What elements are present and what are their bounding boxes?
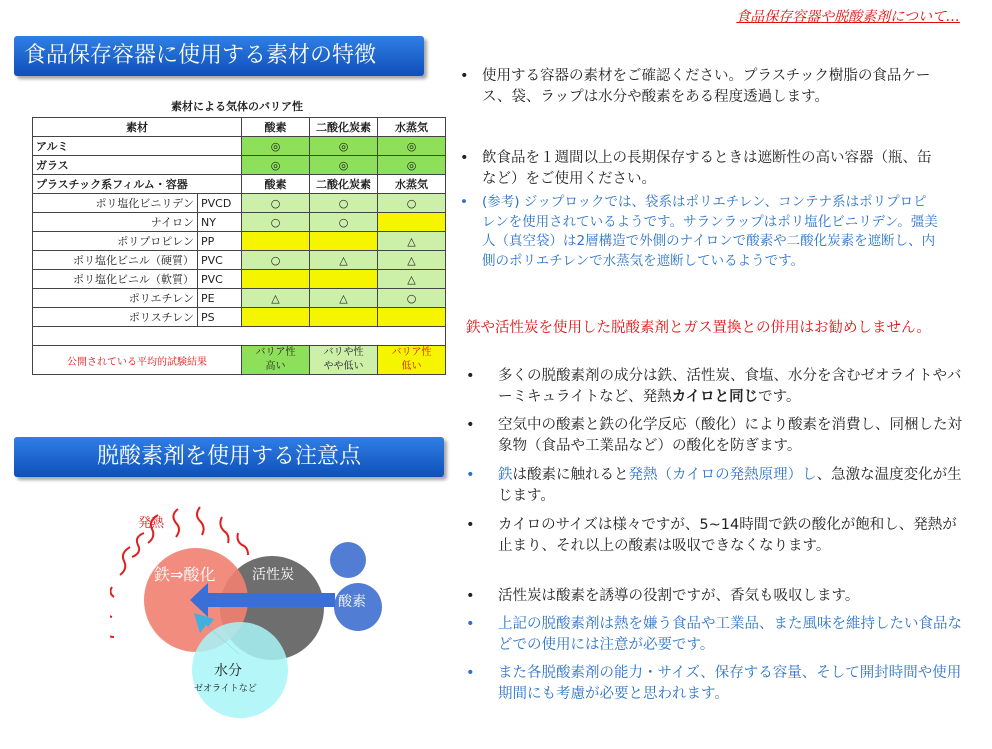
cell-vapor: △ <box>378 270 446 289</box>
barrier-table <box>32 117 446 375</box>
warning-text: 鉄や活性炭を使用した脱酸素剤とガス置換との併用はお勧めしません。 <box>466 320 931 336</box>
cell-co2: ◎ <box>310 137 378 156</box>
oxygen-label: 酸素 <box>338 594 366 610</box>
bullet-dot: • <box>460 150 469 166</box>
cell-oxygen <box>242 232 310 251</box>
bullet-text-part: は酸素に触れると <box>512 467 629 483</box>
bullet-dot: • <box>466 517 475 533</box>
bullet-dot: • <box>466 467 475 483</box>
legend-high <box>242 346 310 375</box>
list-item <box>460 66 940 108</box>
list-item <box>460 148 940 190</box>
zeolite-label: ゼオライトなど <box>194 684 257 694</box>
cell-vapor: △ <box>378 251 446 270</box>
bullet-dot: • <box>466 588 475 604</box>
row-name: ガラス <box>33 156 242 175</box>
row-name: ポリ塩化ビニル（硬質） <box>33 251 198 270</box>
oxygen-molecule-1 <box>330 542 366 578</box>
cell-oxygen <box>242 270 310 289</box>
row-code: PE <box>198 289 242 308</box>
cell-co2: △ <box>310 289 378 308</box>
list-item <box>466 515 962 557</box>
plastic-header-row <box>33 175 446 194</box>
list-item <box>466 614 962 656</box>
bullet-text: 活性炭は酸素を誘導の役割ですが、香気も吸収します。 <box>498 588 860 604</box>
table-row <box>33 213 446 232</box>
list-item <box>460 193 940 271</box>
table-caption: 素材による気体のバリア性 <box>171 100 303 113</box>
bullet-dot: • <box>460 68 469 84</box>
header-link[interactable]: 食品保存容器や脱酸素剤について… <box>736 9 960 25</box>
table-row <box>33 270 446 289</box>
iron-label: 鉄⇒酸化 <box>154 565 216 584</box>
row-code: PVC <box>198 251 242 270</box>
cell-co2: ◎ <box>310 156 378 175</box>
cell-vapor: ○ <box>378 194 446 213</box>
plastic-header-oxygen: 酸素 <box>242 175 310 194</box>
bullet-text-part: 、急激な温度変化が生じます。 <box>498 467 962 504</box>
table-row <box>33 137 446 156</box>
cell-oxygen: ◎ <box>242 156 310 175</box>
bullet-text <box>498 366 962 408</box>
row-name: ポリエチレン <box>33 289 198 308</box>
table-row <box>33 156 446 175</box>
legend-mid-line1: バリや性 <box>323 347 364 358</box>
cell-oxygen <box>242 308 310 327</box>
cell-co2: ○ <box>310 194 378 213</box>
row-code: PVCD <box>198 194 242 213</box>
legend-mid-line2: やや低い <box>323 361 364 372</box>
oxygen-absorber-diagram <box>110 505 410 745</box>
section-title-caution: 脱酸素剤を使用する注意点 <box>14 437 444 477</box>
legend-high-line2: 高い <box>265 361 286 372</box>
bullet-text-bold: カイロと同じ <box>671 389 759 405</box>
header-co2: 二酸化炭素 <box>310 118 378 137</box>
list-item <box>466 465 962 507</box>
row-name: ポリプロピレン <box>33 232 198 251</box>
cell-vapor: △ <box>378 232 446 251</box>
cell-oxygen: ◎ <box>242 137 310 156</box>
cell-oxygen: ○ <box>242 251 310 270</box>
row-code: PS <box>198 308 242 327</box>
list-item <box>466 663 962 705</box>
legend-low-line1: バリア性 <box>391 347 432 358</box>
row-code: NY <box>198 213 242 232</box>
heat-label: 発熱 <box>138 516 165 531</box>
section-title-materials: 食品保存容器に使用する素材の特徴 <box>14 36 424 76</box>
bullet-text-part: 多くの脱酸素剤の成分は鉄、活性炭、食塩、水分を含むゼオライトやバーミキュライトなど、発熱 <box>498 368 962 405</box>
result-legend-row <box>33 346 446 375</box>
bullet-dot: • <box>466 417 475 433</box>
legend-low <box>378 346 446 375</box>
plastic-header-label: プラスチック系フィルム・容器 <box>33 175 242 194</box>
cell-co2 <box>310 270 378 289</box>
row-code: PVC <box>198 270 242 289</box>
table-row <box>33 232 446 251</box>
row-name: アルミ <box>33 137 242 156</box>
legend-low-line2: 低い <box>401 361 422 372</box>
table-row <box>33 289 446 308</box>
header-vapor: 水蒸気 <box>378 118 446 137</box>
bullet-text: (参考) ジップロックでは、袋系はポリエチレン、コンテナ系はポリプロピレンを使用されているようです。サランラップはポリ塩化ビニリデン。彊美人（真空袋）は2層構造で外側のナイロンで酸素や二酸化炭素を遮断し、内側のポリエチレンで水蒸気を遮断しているようです。 <box>482 194 938 269</box>
row-name: ポリ塩化ビニリデン <box>33 194 198 213</box>
list-item <box>466 415 962 457</box>
cell-oxygen: ○ <box>242 213 310 232</box>
bullet-text-part: 鉄 <box>498 467 513 483</box>
bullet-text: また各脱酸素剤の能力・サイズ、保存する容量、そして開封時間や使用期間にも考慮が必要と思われます。 <box>498 665 962 702</box>
cell-co2: △ <box>310 251 378 270</box>
cell-co2: ○ <box>310 213 378 232</box>
cell-co2 <box>310 308 378 327</box>
result-label: 公開されている平均的試験結果 <box>33 346 242 375</box>
bullet-text: 空気中の酸素と鉄の化学反応（酸化）により酸素を消費し、同梱した対象物（食品や工業品など）の酸化を防ぎます。 <box>498 417 962 454</box>
bullet-text: カイロのサイズは様々ですが、5~14時間で鉄の酸化が飽和し、発熱が止まり、それ以上の酸素は吸収できなくなります。 <box>498 517 957 554</box>
cell-oxygen: ○ <box>242 194 310 213</box>
header-oxygen: 酸素 <box>242 118 310 137</box>
row-name: ポリスチレン <box>33 308 198 327</box>
cell-co2 <box>310 232 378 251</box>
carbon-label: 活性炭 <box>252 567 294 583</box>
legend-high-line1: バリア性 <box>255 347 296 358</box>
plastic-header-vapor: 水蒸気 <box>378 175 446 194</box>
bullet-text-part: 発熱（カイロの発熱原理）し <box>628 467 817 483</box>
cell-vapor: ◎ <box>378 156 446 175</box>
header-material: 素材 <box>33 118 242 137</box>
table-row <box>33 251 446 270</box>
table-row <box>33 194 446 213</box>
cell-vapor: ◎ <box>378 137 446 156</box>
cell-vapor <box>378 308 446 327</box>
bullet-dot: • <box>466 368 475 384</box>
cell-oxygen: △ <box>242 289 310 308</box>
table-row <box>33 308 446 327</box>
row-name: ナイロン <box>33 213 198 232</box>
bullet-text <box>498 465 962 507</box>
cell-vapor: ○ <box>378 289 446 308</box>
list-item <box>466 586 962 607</box>
plastic-header-co2: 二酸化炭素 <box>310 175 378 194</box>
bullet-text: 使用する容器の素材をご確認ください。プラスチック樹脂の食品ケース、袋、ラップは水分や酸素をある程度透過します。 <box>482 68 931 105</box>
row-code: PP <box>198 232 242 251</box>
table-header-row <box>33 118 446 137</box>
table-spacer <box>33 327 446 346</box>
row-name: ポリ塩化ビニル（軟質） <box>33 270 198 289</box>
list-item <box>466 366 962 408</box>
bullet-text-part: です。 <box>758 389 801 405</box>
bullet-text: 上記の脱酸素剤は熱を嫌う食品や工業品、また風味を維持したい食品などでの使用には注意が必要です。 <box>498 616 962 653</box>
legend-mid <box>310 346 378 375</box>
bullet-dot: • <box>466 665 475 681</box>
bullet-text: 飲食品を１週間以上の長期保存するときは遮断性の高い容器（瓶、缶など）をご使用ください。 <box>482 150 932 187</box>
water-label: 水分 <box>214 663 242 679</box>
bullet-dot: • <box>466 616 475 632</box>
bullet-dot: • <box>460 194 468 210</box>
cell-vapor <box>378 213 446 232</box>
